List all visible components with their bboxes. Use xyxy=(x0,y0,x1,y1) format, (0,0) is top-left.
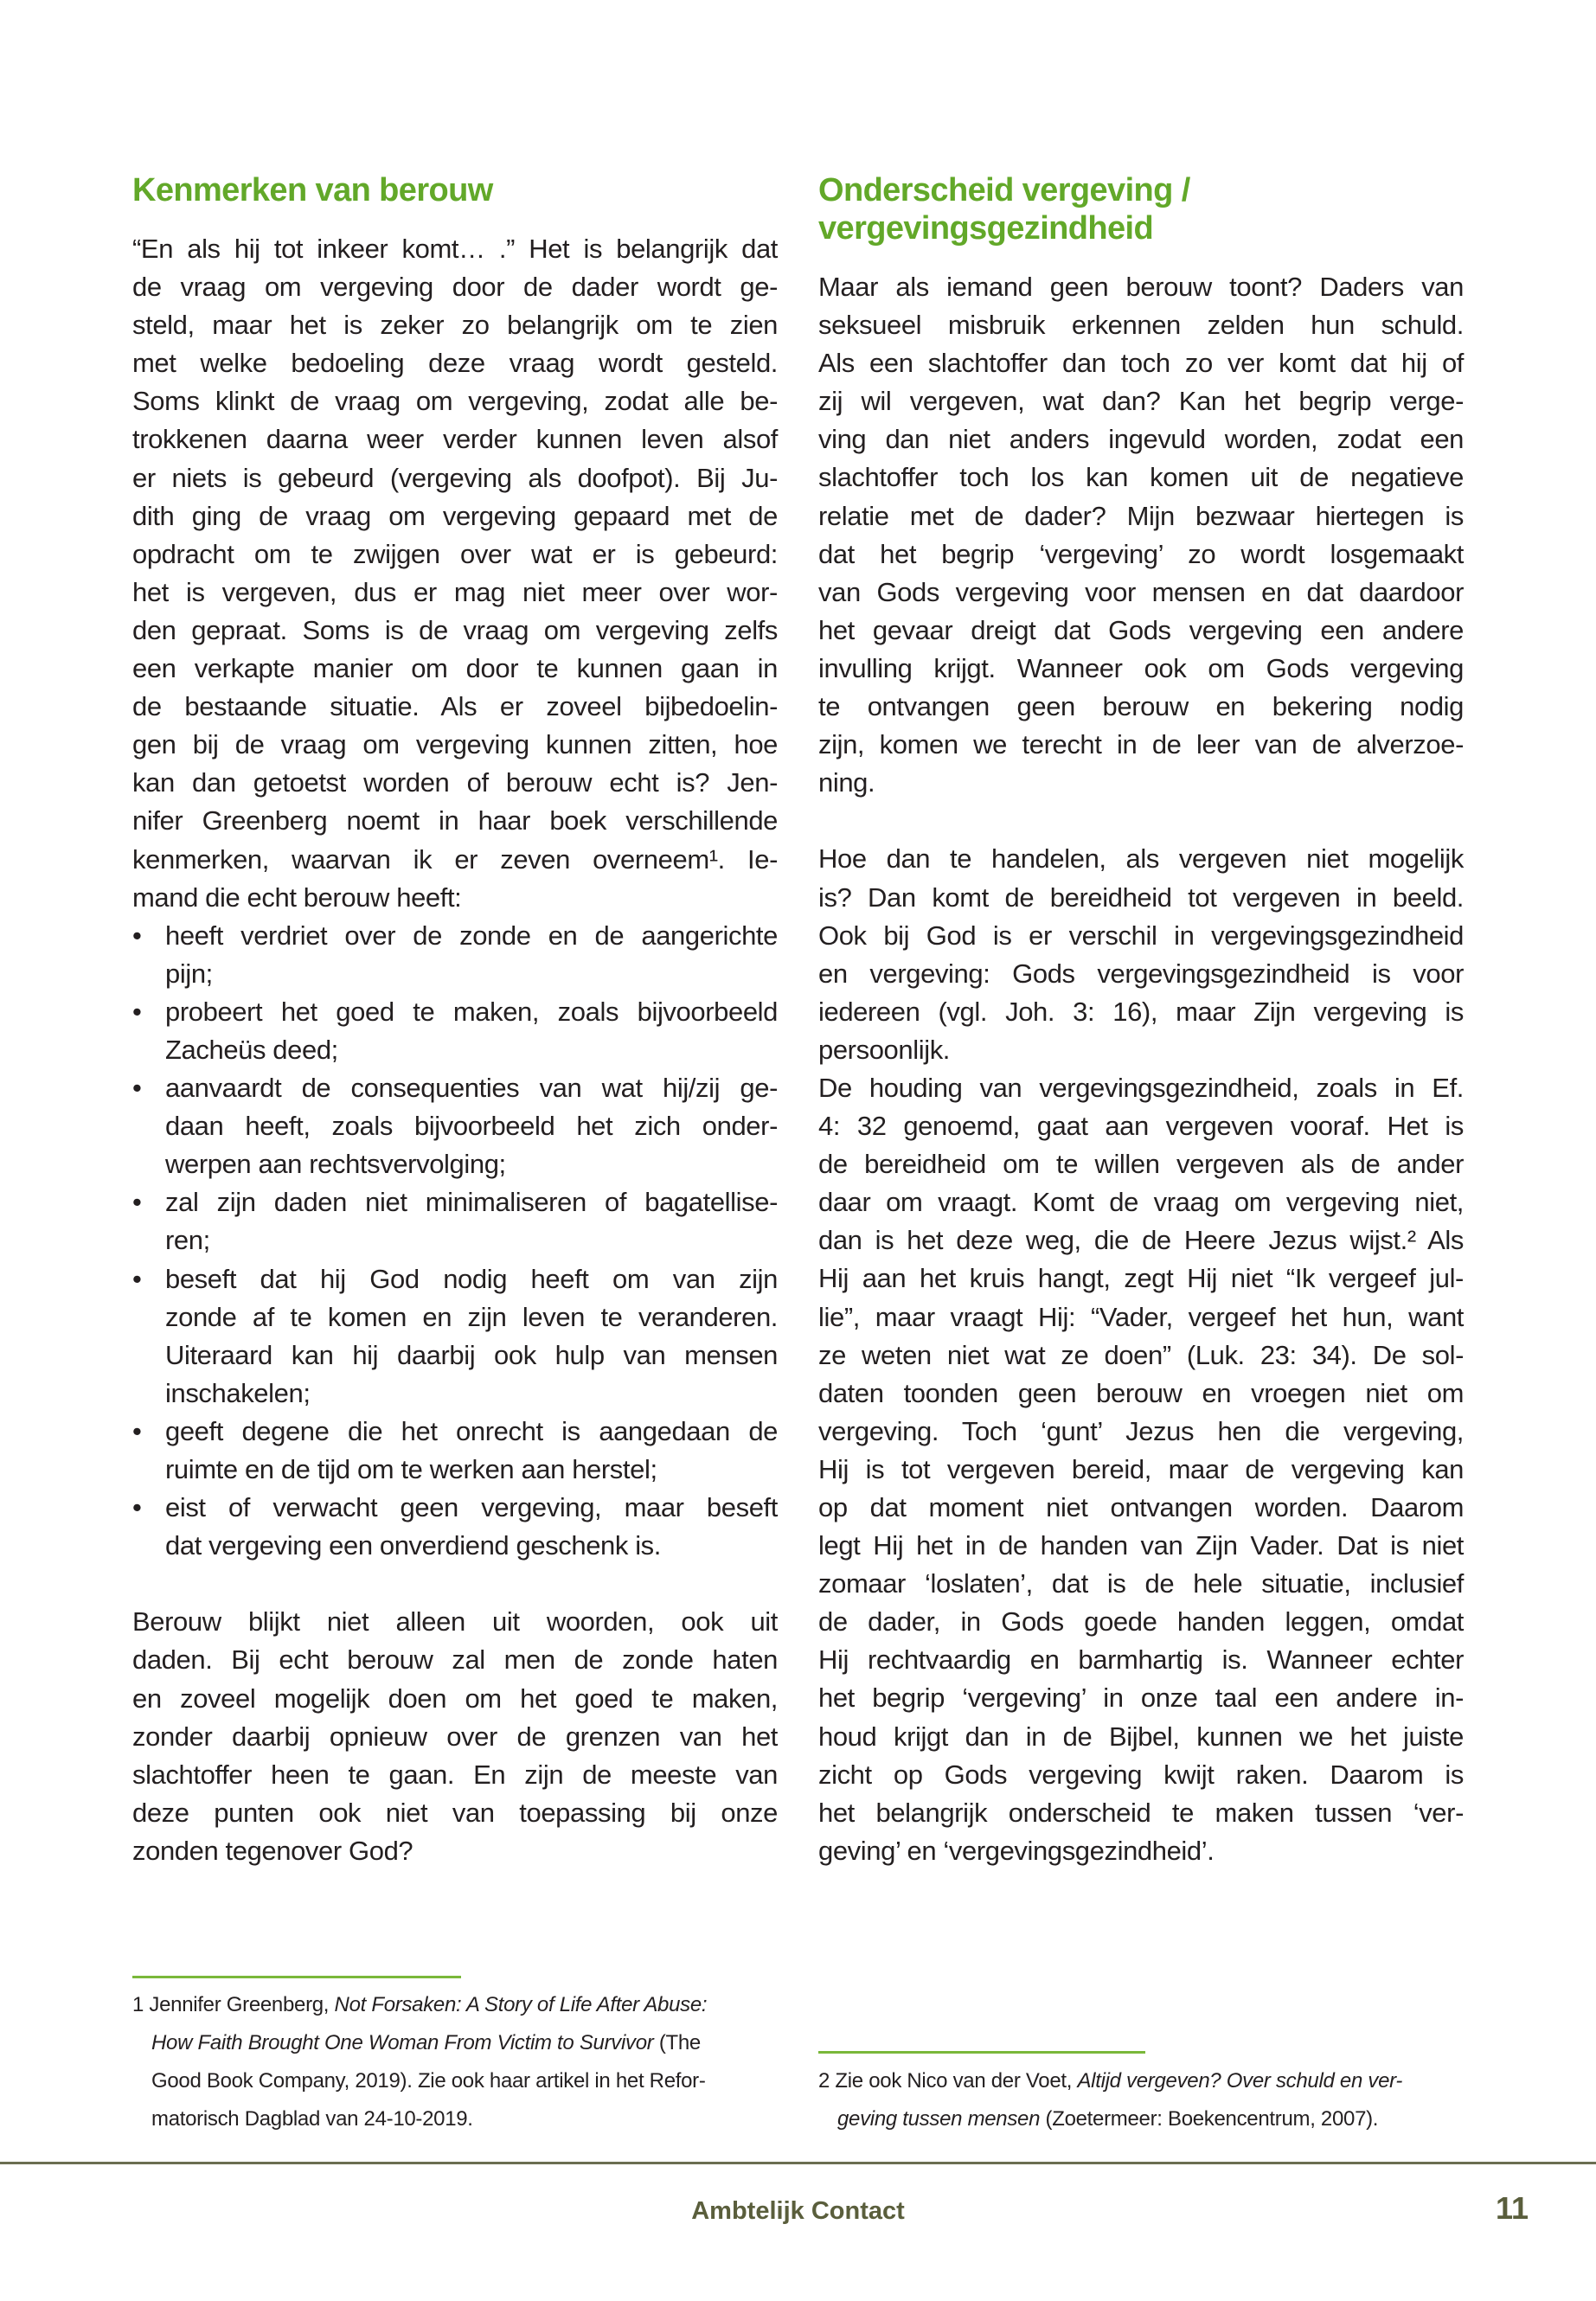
text-line: zomaar ‘loslaten’, dat is de hele situatie, inclusief xyxy=(818,1568,1464,1599)
bullet-icon: • xyxy=(132,1492,142,1523)
paragraph xyxy=(818,840,1464,1069)
text-line: daden. Bij echt berouw zal men de zonde haten xyxy=(132,1644,778,1676)
text-line: vergeving. Toch ‘gunt’ Jezus hen die vergeving, xyxy=(818,1415,1464,1446)
text-line: Hij is tot vergeven bereid, maar de vergeving kan xyxy=(818,1453,1464,1484)
paragraph xyxy=(818,1069,1464,1870)
footnote-line xyxy=(132,2100,707,2138)
text-line: dan is het deze weg, die de Heere Jezus wijst.² Als xyxy=(818,1225,1464,1256)
text-line: seksueel misbruik erkennen zelden hun schuld. xyxy=(818,310,1464,341)
right-column xyxy=(818,171,1464,1908)
text-line: aanvaardt de consequenties van wat hij/zij ge- xyxy=(165,1073,778,1104)
text-line: heeft verdriet over de zonde en de aangerichte xyxy=(165,920,778,951)
footnote-text: (Zoetermeer: Boekencentrum, 2007). xyxy=(1040,2107,1379,2131)
footnote-rule-left xyxy=(132,1976,461,1978)
text-line: “En als hij tot inkeer komt… .” Het is belangrijk dat xyxy=(132,234,778,264)
paragraph xyxy=(132,1603,778,1870)
text-line: de dader, in Gods goede handen leggen, omdat xyxy=(818,1606,1464,1638)
left-column xyxy=(132,171,778,1908)
text-line: de bereidheid om te willen vergeven als de ander xyxy=(818,1149,1464,1180)
text-line: een verkapte manier om door te kunnen gaan in xyxy=(132,653,778,684)
footnote-title: Not Forsaken: A Story of Life After Abuse: xyxy=(334,1993,708,2016)
footer-divider xyxy=(0,2162,1596,2164)
heading-line: vergevingsgezindheid xyxy=(818,210,1154,247)
paragraph xyxy=(818,268,1464,802)
text-line: het is vergeven, dus er mag niet meer over wor- xyxy=(132,576,778,607)
text-line: daten toonden geen berouw en vroegen niet om xyxy=(818,1377,1464,1408)
text-line: pijn; xyxy=(165,958,213,989)
text-line: kan dan getoetst worden of berouw echt is? Jen- xyxy=(132,767,778,798)
text-line: zijn, komen we terecht in de leer van de alverzoe- xyxy=(818,729,1464,760)
bullet-list xyxy=(132,917,778,1566)
text-line: ruimte en de tijd om te werken aan herstel; xyxy=(165,1454,657,1484)
text-line: dat vergeving een onverdiend geschenk is. xyxy=(165,1530,661,1561)
paragraph xyxy=(132,230,778,917)
text-line: steld, maar het is zeker zo belangrijk om te zien xyxy=(132,310,778,341)
text-line: van Gods vergeving voor mensen en dat daardoor xyxy=(818,576,1464,607)
footnote-title: How Faith Brought One Woman From Victim to Survivor xyxy=(151,2031,654,2054)
footnote-text: (The xyxy=(653,2031,701,2054)
text-line: zonden tegenover God? xyxy=(132,1835,413,1866)
text-line: ren; xyxy=(165,1225,210,1256)
text-line: de vraag om vergeving door de dader wordt ge- xyxy=(132,272,778,303)
text-line: het begrip ‘vergeving’ in onze taal een andere in- xyxy=(818,1682,1464,1714)
text-line: zicht op Gods vergeving kwijt raken. Daarom is xyxy=(818,1759,1464,1790)
left-body xyxy=(132,230,778,1870)
bullet-item xyxy=(132,1069,778,1183)
text-line: zonde af te komen en zijn leven te veranderen. xyxy=(165,1301,778,1332)
text-line: het belangrijk onderscheid te maken tussen ‘ver- xyxy=(818,1797,1464,1828)
text-line: De houding van vergevingsgezindheid, zoals in Ef. xyxy=(818,1072,1464,1103)
footer-publication-title: Ambtelijk Contact xyxy=(691,2197,905,2225)
text-line: daar om vraagt. Komt de vraag om vergeving niet, xyxy=(818,1187,1464,1218)
footnote-title: geving tussen mensen xyxy=(837,2107,1041,2131)
text-line: invulling krijgt. Wanneer ook om Gods vergeving xyxy=(818,652,1464,683)
text-line: slachtoffer heen te gaan. En zijn de meeste van xyxy=(132,1759,778,1790)
footnote-2 xyxy=(818,2062,1402,2138)
text-line: iedereen (vgl. Joh. 3: 16), maar Zijn vergeving is xyxy=(818,996,1464,1027)
text-line: dith ging de vraag om vergeving gepaard met de xyxy=(132,500,778,531)
bullet-icon: • xyxy=(132,1073,142,1104)
text-line: beseft dat hij God nodig heeft om van zijn xyxy=(165,1263,778,1294)
text-line: geeft degene die het onrecht is aangedaan de xyxy=(165,1415,778,1446)
footnote-title: Altijd vergeven? Over schuld en ver- xyxy=(1077,2069,1403,2093)
bullet-icon: • xyxy=(132,1415,142,1446)
text-line: en vergeving: Gods vergevingsgezindheid is voor xyxy=(818,958,1464,989)
footnote-line xyxy=(132,1986,707,2024)
text-line: Hoe dan te handelen, als vergeven niet mogelijk xyxy=(818,843,1464,875)
text-line: zonder daarbij opnieuw over de grenzen van het xyxy=(132,1721,778,1752)
bullet-item xyxy=(132,1260,778,1413)
footnote-text: 1 Jennifer Greenberg, xyxy=(132,1993,335,2016)
text-line: Berouw blijkt niet alleen uit woorden, ook uit xyxy=(132,1606,778,1638)
text-line: te ontvangen geen berouw en bekering nodig xyxy=(818,691,1464,722)
text-line: eist of verwacht geen vergeving, maar beseft xyxy=(165,1492,778,1523)
text-line: dat het begrip ‘vergeving’ zo wordt losgemaakt xyxy=(818,538,1464,569)
footnote-line xyxy=(818,2100,1402,2138)
bullet-item xyxy=(132,1489,778,1565)
text-line: Soms klinkt de vraag om vergeving, zodat alle be- xyxy=(132,386,778,417)
text-line: zij wil vergeven, wat dan? Kan het begrip verge- xyxy=(818,386,1464,417)
text-line: en zoveel mogelijk doen om het goed te maken, xyxy=(132,1682,778,1714)
text-line: deze punten ook niet van toepassing bij onze xyxy=(132,1797,778,1828)
text-line: relatie met de dader? Mijn bezwaar hiertegen is xyxy=(818,500,1464,531)
footnote-text: 2 Zie ook Nico van der Voet, xyxy=(818,2069,1078,2093)
bullet-item xyxy=(132,993,778,1069)
footnote-line xyxy=(132,2024,707,2062)
text-line: Hij aan het kruis hangt, zegt Hij niet “Ik vergeef jul- xyxy=(818,1263,1464,1294)
bullet-icon: • xyxy=(132,1187,142,1218)
text-line: trokkenen daarna weer verder kunnen leven alsof xyxy=(132,424,778,455)
footnote-text: Good Book Company, 2019). Zie ook haar artikel in het Refor- xyxy=(151,2069,706,2093)
bullet-item xyxy=(132,1183,778,1259)
text-line: legt Hij het in de handen van Zijn Vader. Dat is niet xyxy=(818,1530,1464,1561)
text-line: slachtoffer toch los kan komen uit de negatieve xyxy=(818,462,1464,493)
text-line: gen bij de vraag om vergeving kunnen zitten, hoe xyxy=(132,729,778,760)
text-line: probeert het goed te maken, zoals bijvoorbeeld xyxy=(165,996,778,1027)
footnote-line xyxy=(132,2062,707,2100)
text-line: nifer Greenberg noemt in haar boek verschillende xyxy=(132,805,778,836)
text-line: de bestaande situatie. Als er zoveel bijbedoelin- xyxy=(132,691,778,722)
bullet-item xyxy=(132,917,778,993)
text-line: ving dan niet anders ingevuld worden, zodat een xyxy=(818,424,1464,455)
text-line: daan heeft, zoals bijvoorbeeld het zich onder- xyxy=(165,1111,778,1142)
text-line: lie”, maar vraagt Hij: “Vader, vergeef het hun, want xyxy=(818,1301,1464,1332)
text-line: mand die echt berouw heeft: xyxy=(132,881,462,913)
text-line: ze weten niet wat ze doen” (Luk. 23: 34). De sol- xyxy=(818,1339,1464,1370)
text-line: houd krijgt dan in de Bijbel, kunnen we het juiste xyxy=(818,1721,1464,1752)
text-line: Als een slachtoffer dan toch zo ver komt dat hij of xyxy=(818,348,1464,379)
text-line: Maar als iemand geen berouw toont? Daders van xyxy=(818,272,1464,302)
heading-line: Onderscheid vergeving / xyxy=(818,172,1190,208)
section-heading-onderscheid xyxy=(818,171,1464,247)
text-line: Hij rechtvaardig en barmhartig is. Wanneer echter xyxy=(818,1644,1464,1676)
text-line: geving’ en ‘vergevingsgezindheid’. xyxy=(818,1835,1215,1866)
footnote-rule-right xyxy=(818,2051,1145,2054)
section-heading-kenmerken xyxy=(132,171,778,209)
text-line: kenmerken, waarvan ik er zeven overneem¹. Ie- xyxy=(132,843,778,875)
right-body xyxy=(818,268,1464,1870)
text-line: is? Dan komt de bereidheid tot vergeven in beeld. xyxy=(818,881,1464,913)
page-number: 11 xyxy=(1495,2190,1529,2226)
text-line: werpen aan rechtsvervolging; xyxy=(165,1149,506,1180)
text-line: Ook bij God is er verschil in vergevingsgezindheid xyxy=(818,920,1464,951)
text-line: met welke bedoeling deze vraag wordt gesteld. xyxy=(132,348,778,379)
footnote-text: matorisch Dagblad van 24-10-2019. xyxy=(151,2107,473,2131)
text-line: 4: 32 genoemd, gaat aan vergeven vooraf. Het is xyxy=(818,1111,1464,1142)
text-line: Uiteraard kan hij daarbij ook hulp van mensen xyxy=(165,1339,778,1370)
bullet-icon: • xyxy=(132,920,142,951)
text-line: opdracht om te zwijgen over wat er is gebeurd: xyxy=(132,538,778,569)
text-line: Zacheüs deed; xyxy=(165,1034,338,1065)
text-line: er niets is gebeurd (vergeving als doofpot). Bij Ju- xyxy=(132,462,778,493)
bullet-icon: • xyxy=(132,996,142,1027)
footnote-1 xyxy=(132,1986,707,2138)
text-line: het gevaar dreigt dat Gods vergeving een andere xyxy=(818,614,1464,645)
bullet-icon: • xyxy=(132,1263,142,1294)
text-line: op dat moment niet ontvangen worden. Daarom xyxy=(818,1492,1464,1522)
text-line: persoonlijk. xyxy=(818,1034,951,1065)
text-line: ning. xyxy=(818,767,875,798)
text-line: inschakelen; xyxy=(165,1377,311,1408)
text-line: zal zijn daden niet minimaliseren of bagatellise- xyxy=(165,1187,778,1218)
heading-line: Kenmerken van berouw xyxy=(132,172,493,208)
text-line: den gepraat. Soms is de vraag om vergeving zelfs xyxy=(132,614,778,645)
footnote-line xyxy=(818,2062,1402,2100)
bullet-item xyxy=(132,1413,778,1489)
